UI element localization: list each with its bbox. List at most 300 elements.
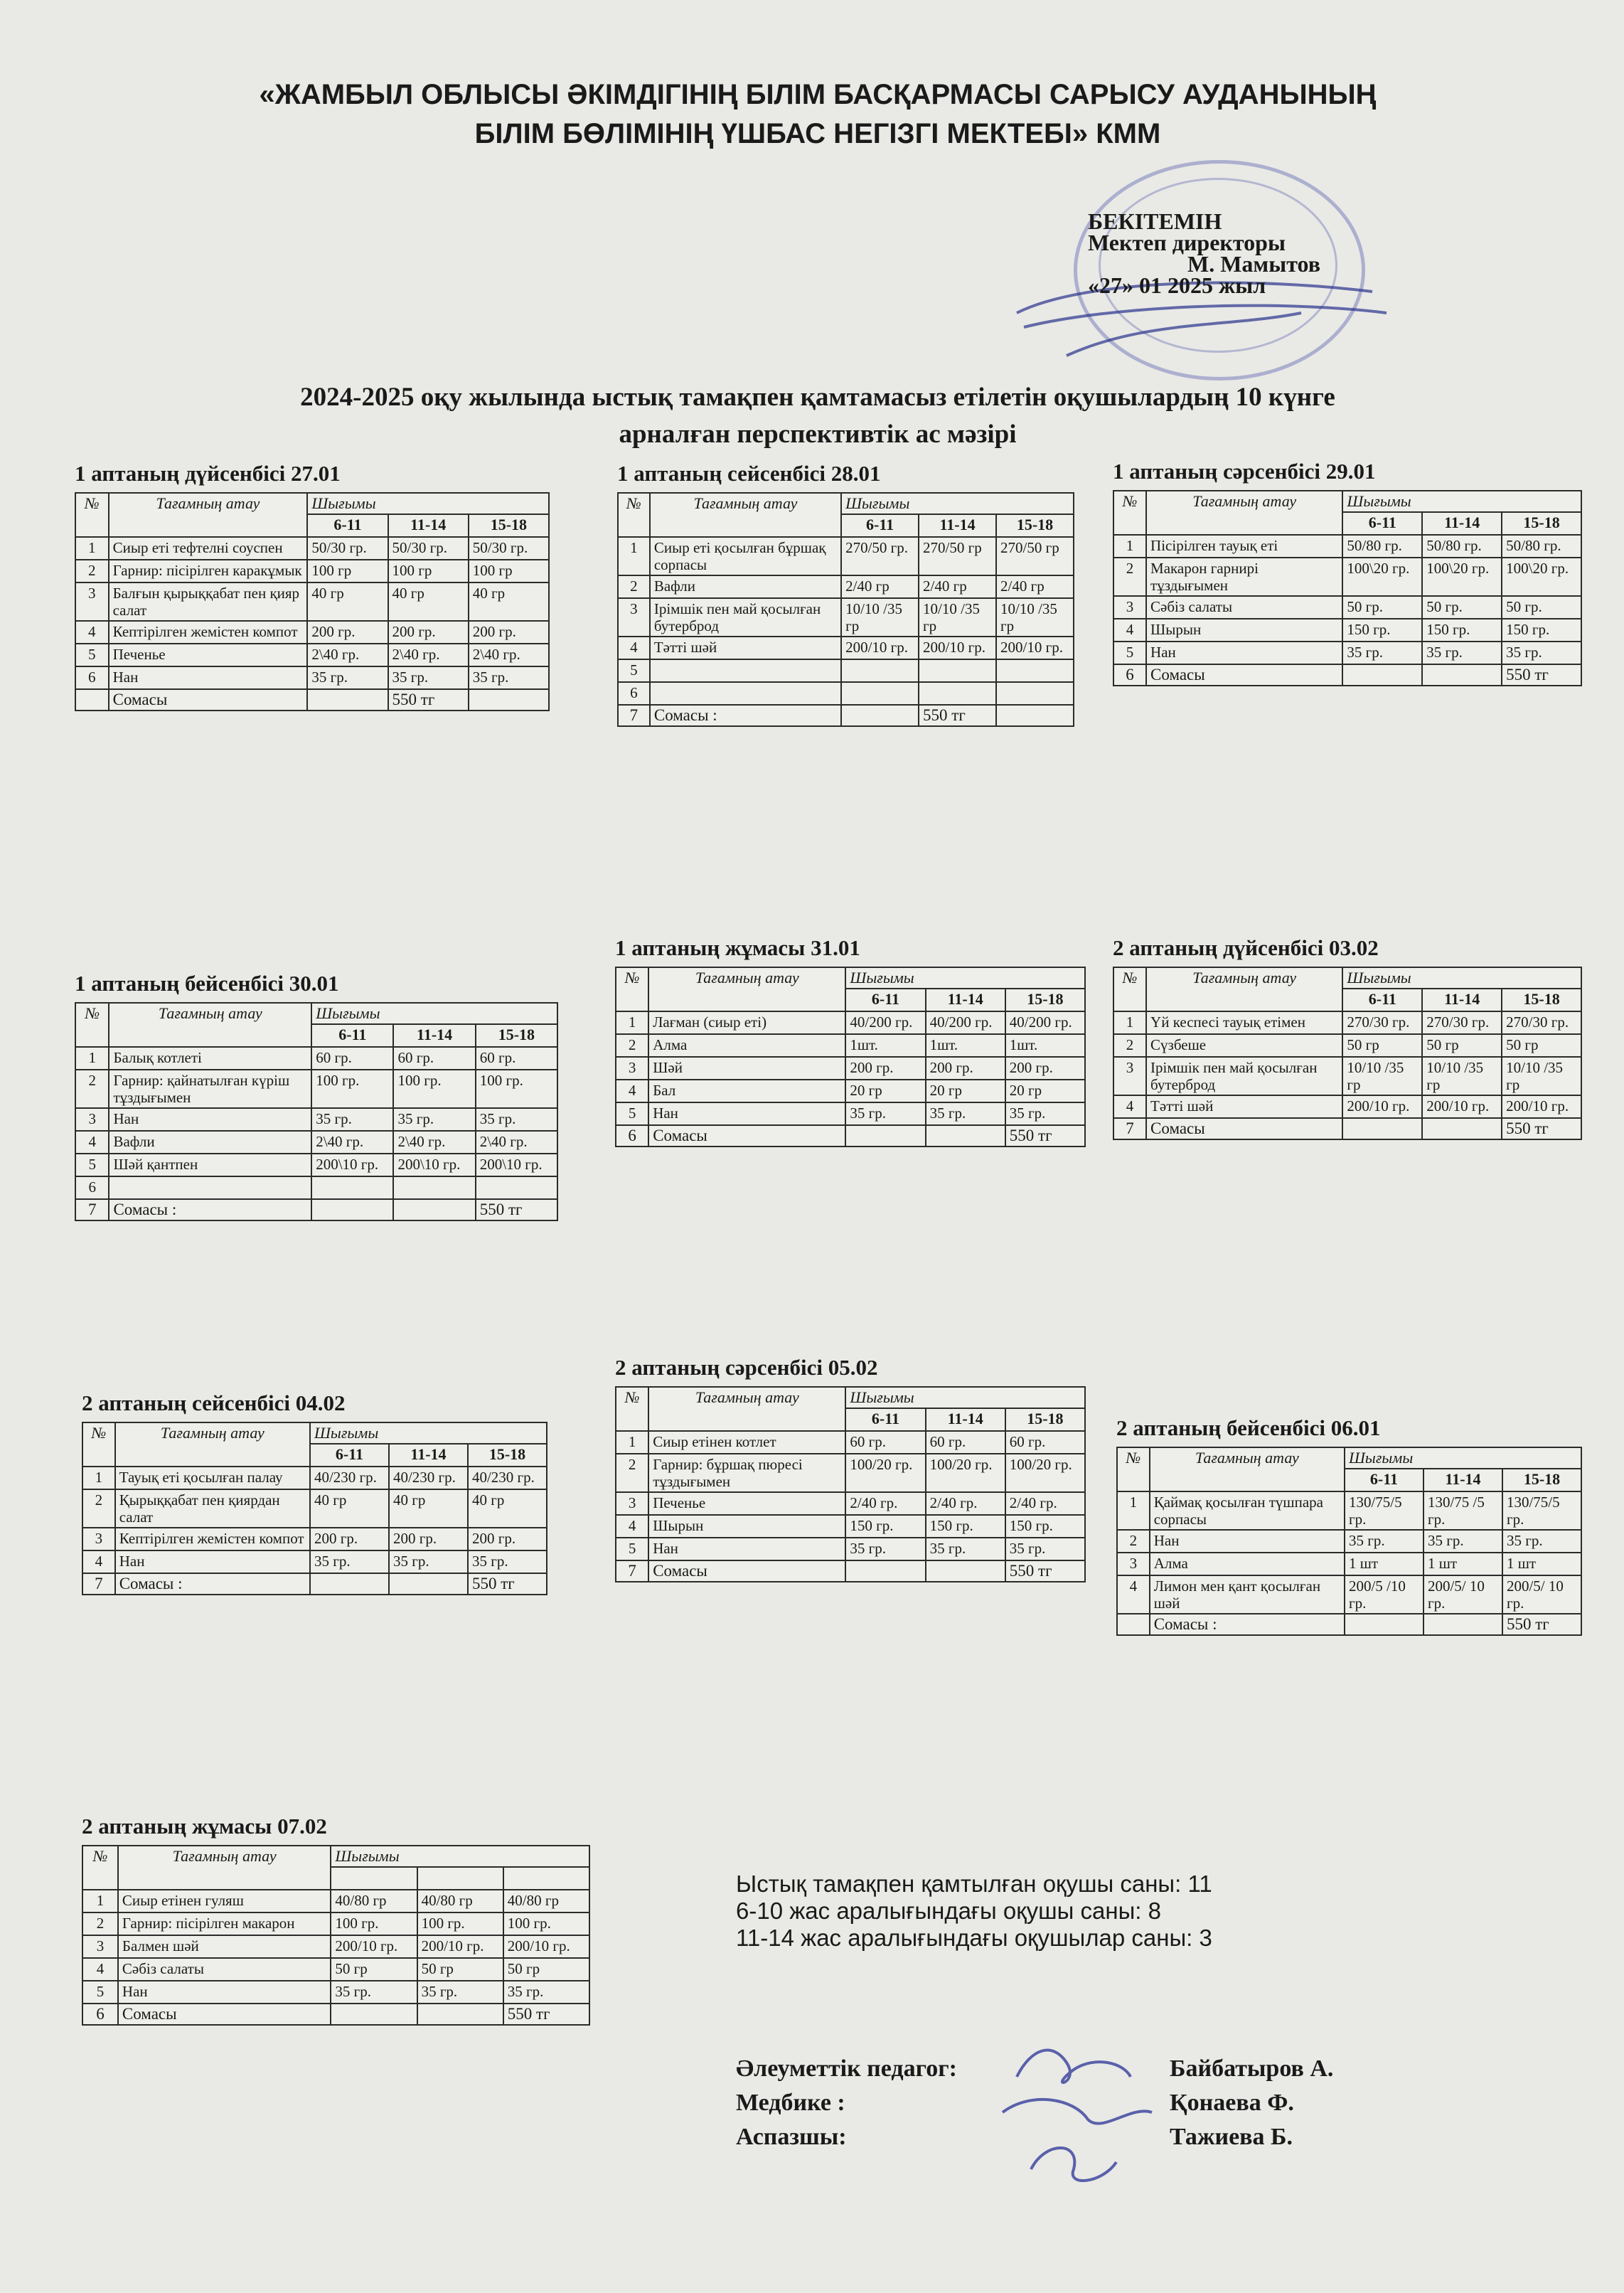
portion-value: 100\20 гр. — [1342, 558, 1422, 596]
header-age-group: 6-11 — [311, 1024, 393, 1047]
table-header-row — [82, 1422, 547, 1444]
table-row — [1117, 1553, 1581, 1575]
dish-name: Сиыр еті тефтелні соуспен — [109, 537, 308, 560]
table-row — [75, 621, 549, 644]
portion-value: 100\20 гр. — [1502, 558, 1581, 596]
dish-name: Сиыр етінен котлет — [648, 1431, 845, 1454]
dish-name: Нан — [109, 1108, 311, 1131]
dish-name: Шырын — [1146, 619, 1342, 642]
portion-value: 200 гр. — [845, 1057, 925, 1080]
row-num: 4 — [75, 621, 109, 644]
total-label: Сомасы : — [650, 705, 841, 726]
header-age-group: 11-14 — [393, 1024, 475, 1047]
portion-value: 2\40 гр. — [469, 644, 549, 666]
page-title-line2: БІЛІМ БӨЛІМІНІҢ ҮШБАС НЕГІЗГІ МЕКТЕБІ» КММ — [474, 118, 1161, 149]
header-dish-name: Тағамның атау — [118, 1846, 331, 1890]
total-value — [469, 689, 549, 711]
portion-value: 35 гр. — [476, 1108, 557, 1131]
row-num: 6 — [75, 666, 109, 689]
menu-table — [615, 967, 1086, 1147]
header-age-group: 6-11 — [845, 989, 925, 1011]
header-num: № — [1117, 1447, 1150, 1491]
portion-value: 200/5/ 10 гр. — [1423, 1575, 1502, 1614]
portion-value: 60 гр. — [1005, 1431, 1085, 1454]
table-row — [1113, 558, 1581, 596]
portion-value: 60 гр. — [311, 1047, 393, 1070]
dish-name: Балғын қырыққабат пен қияр салат — [109, 582, 308, 621]
portion-value: 60 гр. — [926, 1431, 1005, 1454]
dish-name: Нан — [648, 1538, 845, 1560]
total-row — [1113, 1118, 1581, 1139]
table-row — [618, 682, 1074, 705]
row-num: 6 — [616, 1125, 648, 1146]
signature-row — [736, 2052, 1334, 2086]
row-num: 4 — [1113, 619, 1146, 642]
dish-name: Сиыр еті қосылған бұршақ сорпасы — [650, 537, 841, 575]
day-title: 1 аптаның жұмасы 31.01 — [615, 935, 860, 960]
menu-table — [1116, 1447, 1582, 1636]
total-label: Сомасы — [118, 2004, 331, 2025]
table-row — [82, 1467, 547, 1489]
total-label: Сомасы — [1146, 1118, 1342, 1139]
signature-row — [736, 2086, 1294, 2120]
table-row — [1113, 1095, 1581, 1118]
portion-value: 20 гр — [926, 1080, 1005, 1102]
dish-name: Тәтті шәй — [650, 637, 841, 659]
portion-value: 2/40 гр. — [845, 1492, 925, 1515]
day-menu — [82, 1390, 547, 1595]
header-age-group: 15-18 — [1005, 1408, 1085, 1431]
portion-value: 100 гр. — [331, 1912, 417, 1935]
row-num: 5 — [75, 1154, 109, 1176]
row-num: 4 — [616, 1080, 648, 1102]
portion-value: 1 шт — [1423, 1553, 1502, 1575]
portion-value — [841, 682, 919, 705]
header-num: № — [616, 967, 648, 1011]
portion-value — [919, 682, 996, 705]
table-row — [618, 659, 1074, 682]
dish-name: Ірімшік пен май қосылған бутерброд — [650, 598, 841, 637]
header-dish-name: Тағамның атау — [1150, 1447, 1345, 1491]
menu-title-line2: арналған перспективтік ас мәзірі — [619, 420, 1017, 449]
total-value: 550 тг — [1502, 1614, 1581, 1635]
dish-name — [650, 659, 841, 682]
table-row — [618, 637, 1074, 659]
portion-value — [393, 1176, 475, 1199]
day-title: 2 аптаның сейсенбісі 04.02 — [82, 1390, 346, 1415]
header-age-group — [503, 1867, 589, 1890]
approval-date: «27» 01 2025 жыл — [1088, 272, 1266, 298]
dish-name: Печенье — [648, 1492, 845, 1515]
portion-value: 200/10 гр. — [1422, 1095, 1502, 1118]
row-num: 3 — [75, 582, 109, 621]
header-output: Шығымы — [845, 967, 1085, 989]
portion-value: 40/200 гр. — [926, 1011, 1005, 1034]
header-num: № — [618, 493, 650, 537]
portion-value: 10/10 /35 гр — [919, 598, 996, 637]
portion-value: 40/230 гр. — [310, 1467, 389, 1489]
total-row — [75, 689, 549, 711]
row-num: 2 — [75, 560, 109, 582]
portion-value: 35 гр. — [1005, 1102, 1085, 1125]
portion-value: 50/80 гр. — [1422, 535, 1502, 558]
approval-position: Мектеп директоры — [1088, 230, 1286, 255]
header-output: Шығымы — [1345, 1447, 1581, 1469]
portion-value: 40/200 гр. — [1005, 1011, 1085, 1034]
portion-value: 2\40 гр. — [388, 644, 469, 666]
row-num: 3 — [1117, 1553, 1150, 1575]
total-row — [616, 1560, 1085, 1582]
portion-value: 35 гр. — [417, 1981, 503, 2004]
table-row — [75, 1108, 557, 1131]
table-row — [82, 1981, 589, 2004]
portion-value: 100 гр. — [417, 1912, 503, 1935]
portion-value: 35 гр. — [310, 1550, 389, 1573]
total-value — [1422, 1118, 1502, 1139]
row-num: 1 — [1117, 1491, 1150, 1530]
signature-role: Аспазшы: — [736, 2124, 847, 2150]
portion-value: 150 гр. — [1005, 1515, 1085, 1538]
row-num: 1 — [75, 1047, 109, 1070]
dish-name: Сүзбеше — [1146, 1034, 1342, 1057]
portion-value: 50/80 гр. — [1502, 535, 1581, 558]
portion-value: 35 гр. — [393, 1108, 475, 1131]
portion-value: 100 гр. — [311, 1070, 393, 1108]
total-value — [331, 2004, 417, 2025]
day-menu — [75, 461, 550, 711]
menu-title-line1: 2024-2025 оқу жылында ыстық тамақпен қамтамасыз етілетін оқушылардың 10 күнге — [300, 383, 1335, 412]
dish-name: Шырын — [648, 1515, 845, 1538]
header-age-group: 15-18 — [468, 1444, 547, 1467]
table-row — [75, 1047, 557, 1070]
portion-value: 35 гр. — [307, 666, 388, 689]
total-label: Сомасы — [109, 689, 308, 711]
table-header-row — [75, 1003, 557, 1024]
portion-value: 50/30 гр. — [388, 537, 469, 560]
portion-value: 40/230 гр. — [389, 1467, 468, 1489]
dish-name — [650, 682, 841, 705]
portion-value: 50 гр. — [1422, 596, 1502, 619]
dish-name: Ірімшік пен май қосылған бутерброд — [1146, 1057, 1342, 1095]
header-age-group: 11-14 — [388, 514, 469, 537]
row-num: 1 — [616, 1011, 648, 1034]
portion-value: 200 гр. — [926, 1057, 1005, 1080]
row-num: 2 — [75, 1070, 109, 1108]
portion-value — [476, 1176, 557, 1199]
header-age-group: 6-11 — [307, 514, 388, 537]
portion-value: 2\40 гр. — [393, 1131, 475, 1154]
row-num: 7 — [82, 1573, 115, 1595]
table-header-row — [82, 1846, 589, 1867]
total-value: 550 тг — [1005, 1125, 1085, 1146]
header-age-group: 11-14 — [926, 1408, 1005, 1431]
menu-table — [75, 1002, 558, 1221]
table-row — [82, 1890, 589, 1912]
table-row — [75, 666, 549, 689]
total-value — [310, 1573, 389, 1595]
signature-role: Медбике : — [736, 2090, 845, 2116]
header-age-group: 6-11 — [1345, 1469, 1423, 1491]
portion-value: 35 гр. — [503, 1981, 589, 2004]
portion-value: 100/20 гр. — [1005, 1454, 1085, 1492]
table-row — [82, 1550, 547, 1573]
table-row — [616, 1492, 1085, 1515]
row-num: 1 — [616, 1431, 648, 1454]
portion-value: 10/10 /35 гр — [1422, 1057, 1502, 1095]
total-value: 550 тг — [1502, 1118, 1581, 1139]
portion-value: 200\10 гр. — [393, 1154, 475, 1176]
menu-table — [1113, 967, 1582, 1140]
total-value — [926, 1560, 1005, 1582]
portion-value: 2/40 гр — [919, 575, 996, 598]
day-title: 2 аптаның жұмасы 07.02 — [82, 1814, 327, 1839]
portion-value: 2/40 гр. — [1005, 1492, 1085, 1515]
portion-value: 35 гр. — [926, 1538, 1005, 1560]
header-dish-name: Тағамның атау — [109, 1003, 311, 1047]
portion-value: 2\40 гр. — [307, 644, 388, 666]
portion-value: 100 гр — [469, 560, 549, 582]
day-menu — [615, 935, 1086, 1147]
row-num: 3 — [1113, 1057, 1146, 1095]
table-row — [82, 1935, 589, 1958]
table-row — [616, 1057, 1085, 1080]
portion-value: 35 гр. — [1502, 642, 1581, 664]
portion-value: 60 гр. — [393, 1047, 475, 1070]
portion-value: 100/20 гр. — [926, 1454, 1005, 1492]
header-num: № — [616, 1387, 648, 1431]
portion-value: 200/5/ 10 гр. — [1502, 1575, 1581, 1614]
table-row — [82, 1489, 547, 1528]
student-summary — [736, 1871, 1212, 1952]
header-output: Шығымы — [845, 1387, 1085, 1408]
summary-age-11-14: 11-14 жас аралығындағы оқушылар саны: 3 — [736, 1925, 1212, 1951]
total-value — [996, 705, 1074, 726]
portion-value: 40 гр — [310, 1489, 389, 1528]
table-row — [82, 1958, 589, 1981]
portion-value: 270/50 гр — [919, 537, 996, 575]
header-age-group: 15-18 — [1502, 989, 1581, 1011]
total-value — [417, 2004, 503, 2025]
table-row — [75, 1070, 557, 1108]
portion-value: 50 гр — [1342, 1034, 1422, 1057]
total-value: 550 тг — [919, 705, 996, 726]
header-age-group: 15-18 — [1502, 512, 1581, 535]
header-output: Шығымы — [331, 1846, 589, 1867]
total-row — [1117, 1614, 1581, 1635]
header-age-group: 6-11 — [310, 1444, 389, 1467]
day-title: 1 аптаның дүйсенбісі 27.01 — [75, 461, 341, 486]
portion-value: 200 гр. — [307, 621, 388, 644]
total-value — [926, 1125, 1005, 1146]
portion-value: 10/10 /35 гр — [1502, 1057, 1581, 1095]
row-num: 3 — [75, 1108, 109, 1131]
portion-value: 35 гр. — [1422, 642, 1502, 664]
menu-table — [75, 492, 550, 711]
portion-value: 100\20 гр. — [1422, 558, 1502, 596]
row-num: 4 — [1113, 1095, 1146, 1118]
row-num: 1 — [82, 1890, 118, 1912]
total-value — [1345, 1614, 1423, 1635]
header-age-group: 15-18 — [476, 1024, 557, 1047]
menu-table — [1113, 490, 1582, 686]
portion-value: 40/80 гр — [417, 1890, 503, 1912]
dish-name: Вафли — [650, 575, 841, 598]
header-output: Шығымы — [1342, 967, 1581, 989]
total-value: 550 тг — [476, 1199, 557, 1220]
table-row — [75, 1176, 557, 1199]
dish-name: Нан — [109, 666, 308, 689]
row-num: 2 — [82, 1489, 115, 1528]
portion-value: 35 гр. — [1423, 1530, 1502, 1553]
row-num: 5 — [1113, 642, 1146, 664]
portion-value: 200 гр. — [389, 1528, 468, 1550]
row-num: 2 — [82, 1912, 118, 1935]
row-num: 2 — [1117, 1530, 1150, 1553]
table-row — [1117, 1575, 1581, 1614]
dish-name: Шәй — [648, 1057, 845, 1080]
portion-value: 150 гр. — [1342, 619, 1422, 642]
portion-value — [996, 682, 1074, 705]
portion-value: 35 гр. — [1502, 1530, 1581, 1553]
portion-value: 50/80 гр. — [1342, 535, 1422, 558]
header-age-group: 6-11 — [1342, 989, 1422, 1011]
portion-value: 40/80 гр — [331, 1890, 417, 1912]
total-value: 550 тг — [1005, 1560, 1085, 1582]
portion-value: 200\10 гр. — [476, 1154, 557, 1176]
approval-block — [1088, 208, 1320, 298]
row-num: 3 — [82, 1935, 118, 1958]
table-row — [1113, 619, 1581, 642]
dish-name: Бал — [648, 1080, 845, 1102]
header-output: Шығымы — [841, 493, 1074, 514]
table-row — [616, 1515, 1085, 1538]
table-row — [1113, 1034, 1581, 1057]
portion-value: 200/5 /10 гр. — [1345, 1575, 1423, 1614]
table-row — [616, 1431, 1085, 1454]
dish-name: Кептірілген жемістен компот — [115, 1528, 310, 1550]
total-row — [82, 1573, 547, 1595]
header-age-group: 11-14 — [926, 989, 1005, 1011]
portion-value — [311, 1176, 393, 1199]
row-num: 2 — [618, 575, 650, 598]
header-age-group: 11-14 — [1423, 1469, 1502, 1491]
header-num: № — [82, 1422, 115, 1467]
row-num: 5 — [618, 659, 650, 682]
portion-value: 50 гр — [417, 1958, 503, 1981]
dish-name: Қаймақ қосылған түшпара сорпасы — [1150, 1491, 1345, 1530]
dish-name: Нан — [648, 1102, 845, 1125]
table-row — [618, 598, 1074, 637]
table-header-row — [75, 493, 549, 514]
header-output: Шығымы — [307, 493, 549, 514]
signatures-block — [736, 2052, 1334, 2154]
header-age-group: 6-11 — [841, 514, 919, 537]
portion-value: 150 гр. — [1422, 619, 1502, 642]
portion-value: 200 гр. — [388, 621, 469, 644]
portion-value: 40/80 гр — [503, 1890, 589, 1912]
header-age-group: 15-18 — [1502, 1469, 1581, 1491]
portion-value — [996, 659, 1074, 682]
portion-value: 270/50 гр. — [841, 537, 919, 575]
portion-value: 130/75/5 гр. — [1502, 1491, 1581, 1530]
row-num: 3 — [82, 1528, 115, 1550]
row-num: 6 — [1113, 664, 1146, 686]
day-menu — [1113, 459, 1582, 686]
portion-value: 100 гр — [307, 560, 388, 582]
row-num: 6 — [618, 682, 650, 705]
portion-value: 35 гр. — [311, 1108, 393, 1131]
portion-value: 270/30 гр. — [1342, 1011, 1422, 1034]
dish-name: Тауық еті қосылған палау — [115, 1467, 310, 1489]
total-label: Сомасы : — [1150, 1614, 1345, 1635]
header-age-group: 15-18 — [469, 514, 549, 537]
dish-name: Нан — [1146, 642, 1342, 664]
portion-value: 35 гр. — [845, 1538, 925, 1560]
table-row — [1113, 1011, 1581, 1034]
menu-table — [82, 1845, 590, 2026]
row-num: 3 — [616, 1057, 648, 1080]
portion-value: 2\40 гр. — [476, 1131, 557, 1154]
row-num: 5 — [616, 1538, 648, 1560]
row-num: 1 — [1113, 535, 1146, 558]
row-num — [75, 689, 109, 711]
header-num: № — [75, 1003, 109, 1047]
row-num: 4 — [75, 1131, 109, 1154]
row-num: 4 — [82, 1958, 118, 1981]
dish-name: Үй кеспесі тауық етімен — [1146, 1011, 1342, 1034]
header-num: № — [75, 493, 109, 537]
table-row — [616, 1080, 1085, 1102]
table-row — [1113, 535, 1581, 558]
header-output: Шығымы — [310, 1422, 547, 1444]
portion-value: 270/50 гр — [996, 537, 1074, 575]
portion-value: 35 гр. — [1342, 642, 1422, 664]
total-value: 550 тг — [1502, 664, 1581, 686]
total-value: 550 тг — [503, 2004, 589, 2025]
portion-value: 150 гр. — [845, 1515, 925, 1538]
signature-name: Қонаева Ф. — [1170, 2090, 1294, 2116]
dish-name: Тәтті шәй — [1146, 1095, 1342, 1118]
portion-value: 200/10 гр. — [1502, 1095, 1581, 1118]
dish-name: Гарнир: пісірілген каракұмык — [109, 560, 308, 582]
header-dish-name: Тағамның атау — [1146, 491, 1342, 535]
row-num: 7 — [1113, 1118, 1146, 1139]
portion-value: 10/10 /35 гр — [841, 598, 919, 637]
dish-name: Нан — [118, 1981, 331, 2004]
table-row — [616, 1034, 1085, 1057]
portion-value: 200/10 гр. — [919, 637, 996, 659]
table-row — [1113, 1057, 1581, 1095]
table-row — [75, 582, 549, 621]
portion-value — [841, 659, 919, 682]
row-num: 4 — [82, 1550, 115, 1573]
portion-value: 150 гр. — [926, 1515, 1005, 1538]
portion-value: 100 гр. — [476, 1070, 557, 1108]
row-num: 1 — [75, 537, 109, 560]
portion-value: 40 гр — [388, 582, 469, 621]
portion-value: 100 гр. — [503, 1912, 589, 1935]
portion-value: 200/10 гр. — [996, 637, 1074, 659]
dish-name: Сәбіз салаты — [1146, 596, 1342, 619]
total-value — [1422, 664, 1502, 686]
table-row — [75, 537, 549, 560]
dish-name: Нан — [115, 1550, 310, 1573]
table-row — [75, 560, 549, 582]
portion-value: 2/40 гр — [996, 575, 1074, 598]
table-row — [616, 1454, 1085, 1492]
table-row — [1113, 642, 1581, 664]
total-row — [82, 2004, 589, 2025]
